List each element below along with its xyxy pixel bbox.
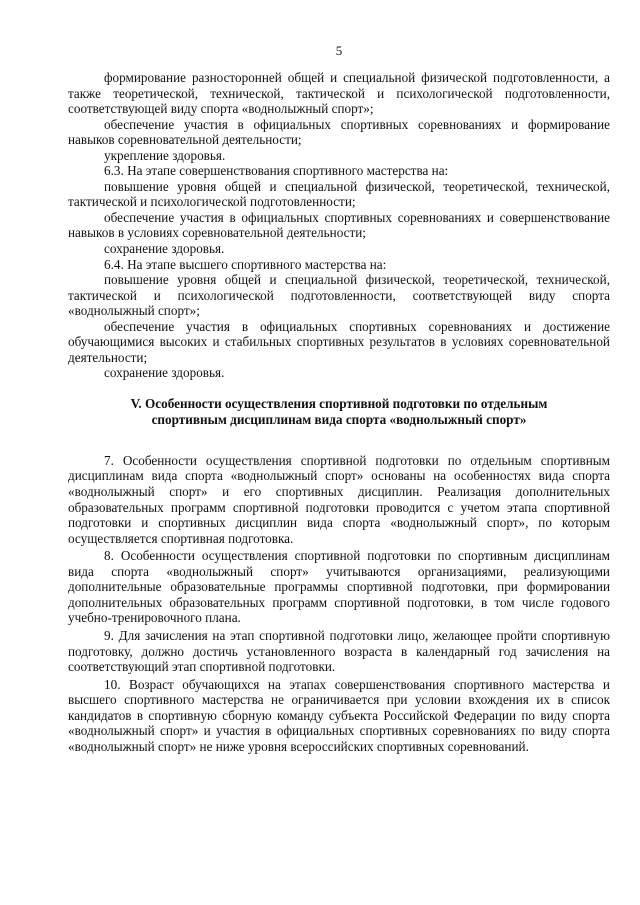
paragraph-stage-6-3: 6.3. На этапе совершенствования спортивного мастерства на:: [104, 163, 449, 179]
paragraph-stage-6-3-health: сохранение здоровья.: [104, 241, 225, 257]
paragraph-stage-6-4-health: сохранение здоровья.: [104, 365, 225, 381]
paragraph-participation-competitions: обеспечение участия в официальных спортивных соревнованиях и формирование навыков соревновательной деятельности;: [68, 116, 610, 148]
document-page: [68, 42, 610, 754]
paragraph-9: 9. Для зачисления на этап спортивной подготовки лицо, желающее пройти спортивную подготовку, должно достичь установленного возраста в календарный год зачисления на соответствующий этап спортивной подготовки.: [68, 627, 610, 675]
paragraph-stage-6-4-improvement: повышение уровня общей и специальной физической, теоретической, технической, тактической и психологической подготовленности, соответствующей виду спорта «воднолыжный спорт»;: [68, 272, 610, 319]
page-number: 5: [335, 43, 343, 58]
paragraph-stage-6-4: 6.4. На этапе высшего спортивного мастерства на:: [104, 256, 387, 272]
section-v-title: V. Особенности осуществления спортивной подготовки по отдельным спортивным дисциплинам вида спорта «воднолыжный спорт»: [130, 395, 548, 428]
document-body: [68, 70, 610, 754]
paragraph-stage-6-3-competitions: обеспечение участия в официальных спортивных соревнованиях и совершенствование навыков в условиях соревновательной деятельности;: [68, 209, 610, 241]
paragraph-stage-6-4-results: обеспечение участия в официальных спортивных соревнованиях и достижение обучающимися высоких и стабильных спортивных результатов в условиях соревновательной деятельности;: [68, 318, 610, 365]
paragraph-stage-6-3-improvement: повышение уровня общей и специальной физической, теоретической, технической, тактической и психологической подготовленности;: [68, 178, 610, 210]
paragraph-10: 10. Возраст обучающихся на этапах совершенствования спортивного мастерства и высшего спортивного мастерства не ограничивается при условии вхождения их в список кандидатов в спортивную сборную команду субъекта Российской Федерации по виду спорта «воднолыжный спорт» и участия в официальных спортивных соревнованиях по виду спорта «воднолыжный спорт» не ниже уровня всероссийских спортивных соревнований.: [68, 676, 610, 754]
paragraph-7: 7. Особенности осуществления спортивной подготовки по отдельным спортивным дисциплинам вида спорта «воднолыжный спорт» основаны на особенностях вида спорта «воднолыжный спорт» и его спортивных дисциплин. Реализация дополнительных образовательных программ спортивной подготовки проводится с учетом этапа спортивной подготовки и спортивных дисциплин вида спорта «воднолыжный спорт», по которым осуществляется спортивная подготовка.: [68, 452, 610, 546]
paragraph-formation-general-special-fitness: формирование разносторонней общей и специальной физической подготовленности, а также теоретической, технической, тактической и психологической подготовленности, соответствующей виду спорта «воднолыжный спорт»;: [68, 70, 610, 117]
paragraph-8: 8. Особенности осуществления спортивной подготовки по спортивным дисциплинам вида спорта «воднолыжный спорт» учитываются организациями, реализующими дополнительные образовательные программы спортивной подготовки, при формировании дополнительных образовательных программ спортивной подготовки, в том числе годового учебно-тренировочного плана.: [68, 548, 610, 626]
paragraph-health-strengthening: укрепление здоровья.: [104, 147, 226, 163]
